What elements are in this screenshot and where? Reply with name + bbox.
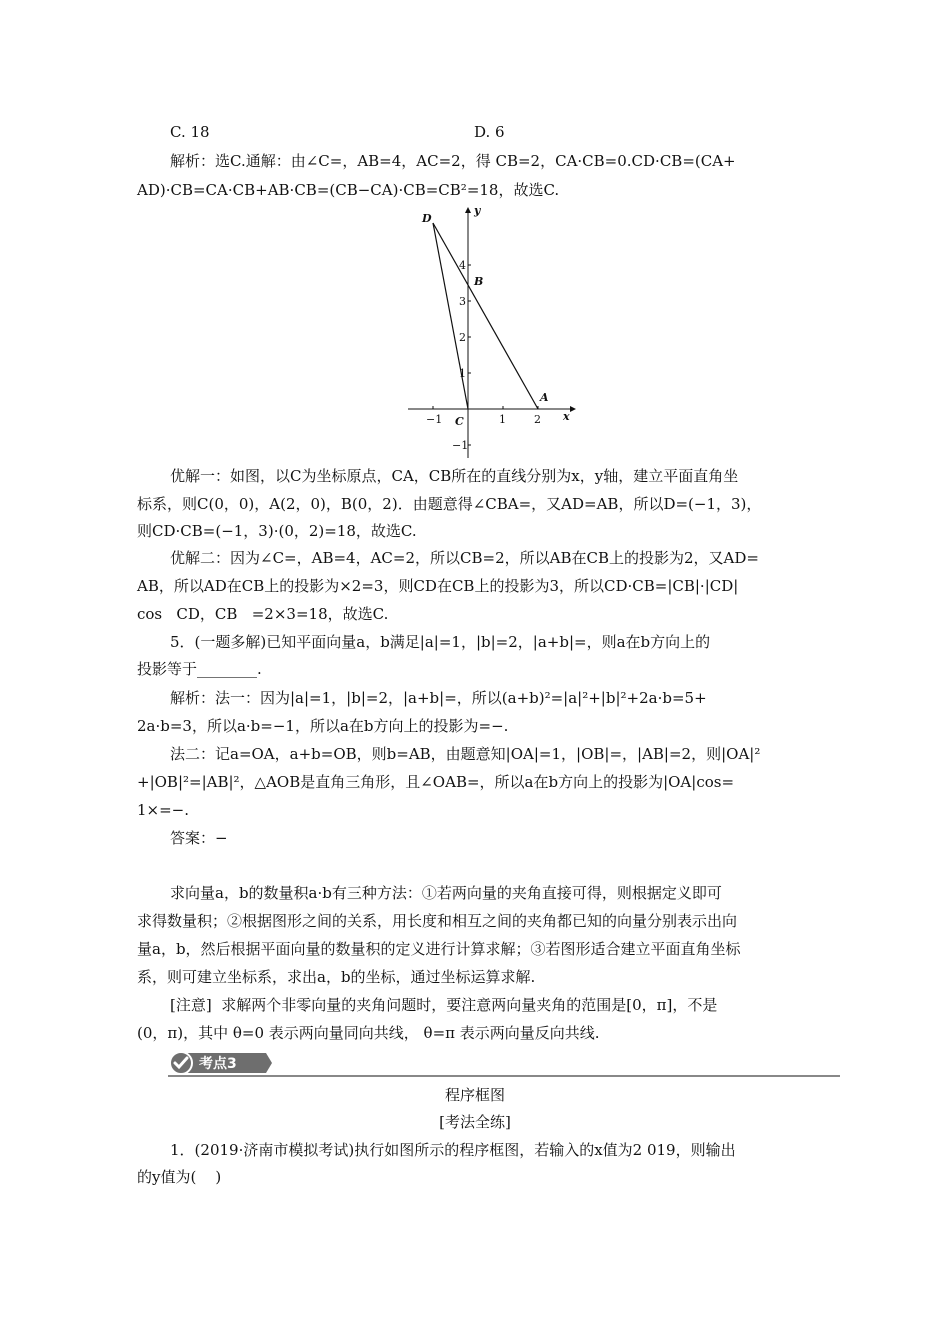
method1-line-1: 优解一：如图，以C为坐标原点，CA，CB所在的直线分别为x，y轴，建立平面直角坐 bbox=[170, 467, 739, 485]
label-B: B bbox=[474, 275, 484, 288]
note-line-2: (0，π)，其中 θ=0 表示两向量同向共线， θ=π 表示两向量反向共线. bbox=[137, 1024, 600, 1042]
q5-answer: 答案：− bbox=[170, 829, 228, 847]
method1-line-3: 则CD·CB=(−1，3)·(0，2)=18，故选C. bbox=[137, 522, 417, 540]
note-line-1: [注意] 求解两个非零向量的夹角问题时，要注意两向量夹角的范围是[0，π]，不是 bbox=[170, 996, 718, 1014]
x-axis-label: x bbox=[563, 410, 570, 423]
summary-line-2: 求得数量积；②根据图形之间的关系，用长度和相互之间的夹角都已知的向量分别表示出向 bbox=[137, 912, 738, 930]
summary-line-1: 求向量a，b的数量积a·b有三种方法：①若两向量的夹角直接可得，则根据定义即可 bbox=[170, 884, 722, 902]
q5-analysis-line-3: 法二：记a=OA，a+b=OB，则b=AB，由题意知|OA|=1，|OB|=，|AB|=2，则|OA|² bbox=[170, 745, 761, 763]
y-tick-neg1: −1 bbox=[452, 439, 469, 452]
summary-line-3: 量a，b，然后根据平面向量的数量积的定义进行计算求解；③若图形适合建立平面直角坐标 bbox=[137, 940, 741, 958]
coordinate-figure bbox=[400, 200, 585, 465]
method1-line-2: 标系，则C(0，0)，A(2，0)，B(0，2)．由题意得∠CBA=，又AD=AB，所以D=(−1，3)， bbox=[137, 495, 762, 513]
question5-line-2: 投影等于________. bbox=[137, 660, 262, 678]
method2-line-1: 优解二：因为∠C=，AB=4，AC=2，所以CB=2，所以AB在CB上的投影为2，又AD= bbox=[170, 549, 759, 567]
badge-label: 考点3 bbox=[199, 1056, 237, 1072]
question5-line-1: 5．(一题多解)已知平面向量a，b满足|a|=1，|b|=2，|a+b|=，则a在b方向上的 bbox=[170, 633, 711, 651]
section-divider bbox=[168, 1075, 840, 1077]
summary-line-4: 系，则可建立坐标系，求出a，b的坐标，通过坐标运算求解. bbox=[137, 968, 536, 986]
tick-marks bbox=[433, 265, 538, 445]
kaodian-badge bbox=[168, 1050, 272, 1076]
analysis-line-1: 解析：选C.通解：由∠C=，AB=4，AC=2，得 CB=2，CA·CB=0.CD·CB=(CA+ bbox=[170, 152, 736, 170]
q5-analysis-line-4: +|OB|²=|AB|²，△AOB是直角三角形，且∠OAB=，所以a在b方向上的投影为|OA|cos= bbox=[137, 773, 735, 791]
section-subtitle: [考法全练] bbox=[439, 1113, 511, 1131]
y-axis-label: y bbox=[474, 204, 481, 217]
segment-DA bbox=[433, 223, 538, 409]
label-C: C bbox=[455, 415, 464, 428]
q5-analysis-line-5: 1×=−. bbox=[137, 801, 190, 819]
option-c: C. 18 bbox=[170, 123, 210, 141]
section-title: 程序框图 bbox=[444, 1086, 505, 1104]
question1-line-1: 1．(2019·济南市模拟考试)执行如图所示的程序框图，若输入的x值为2 019，则输出 bbox=[170, 1141, 736, 1159]
x-tick-2: 2 bbox=[534, 413, 541, 426]
q5-analysis-line-2: 2a·b=3，所以a·b=−1，所以a在b方向上的投影为=−. bbox=[137, 717, 509, 735]
method2-line-3: cos CD，CB =2×3=18，故选C. bbox=[137, 605, 389, 623]
y-tick-2: 2 bbox=[459, 331, 466, 344]
x-tick-neg1: −1 bbox=[426, 413, 443, 426]
x-tick-1: 1 bbox=[499, 413, 506, 426]
label-D: D bbox=[422, 212, 432, 225]
analysis-line-2: AD)·CB=CA·CB+AB·CB=(CB−CA)·CB=CB²=18，故选C. bbox=[137, 181, 560, 199]
label-A: A bbox=[540, 391, 549, 404]
y-tick-1: 1 bbox=[459, 367, 466, 380]
segment-DC bbox=[433, 223, 468, 409]
y-tick-3: 3 bbox=[459, 295, 466, 308]
q5-analysis-line-1: 解析：法一：因为|a|=1，|b|=2，|a+b|=，所以(a+b)²=|a|²+|b|²+2a·b=5+ bbox=[170, 689, 707, 707]
method2-line-2: AB，所以AD在CB上的投影为×2=3，则CD在CB上的投影为3，所以CD·CB=|CB|·|CD| bbox=[137, 577, 739, 595]
option-d: D. 6 bbox=[474, 123, 505, 141]
question1-line-2: 的y值为( ) bbox=[137, 1168, 222, 1186]
y-tick-4: 4 bbox=[459, 259, 466, 272]
